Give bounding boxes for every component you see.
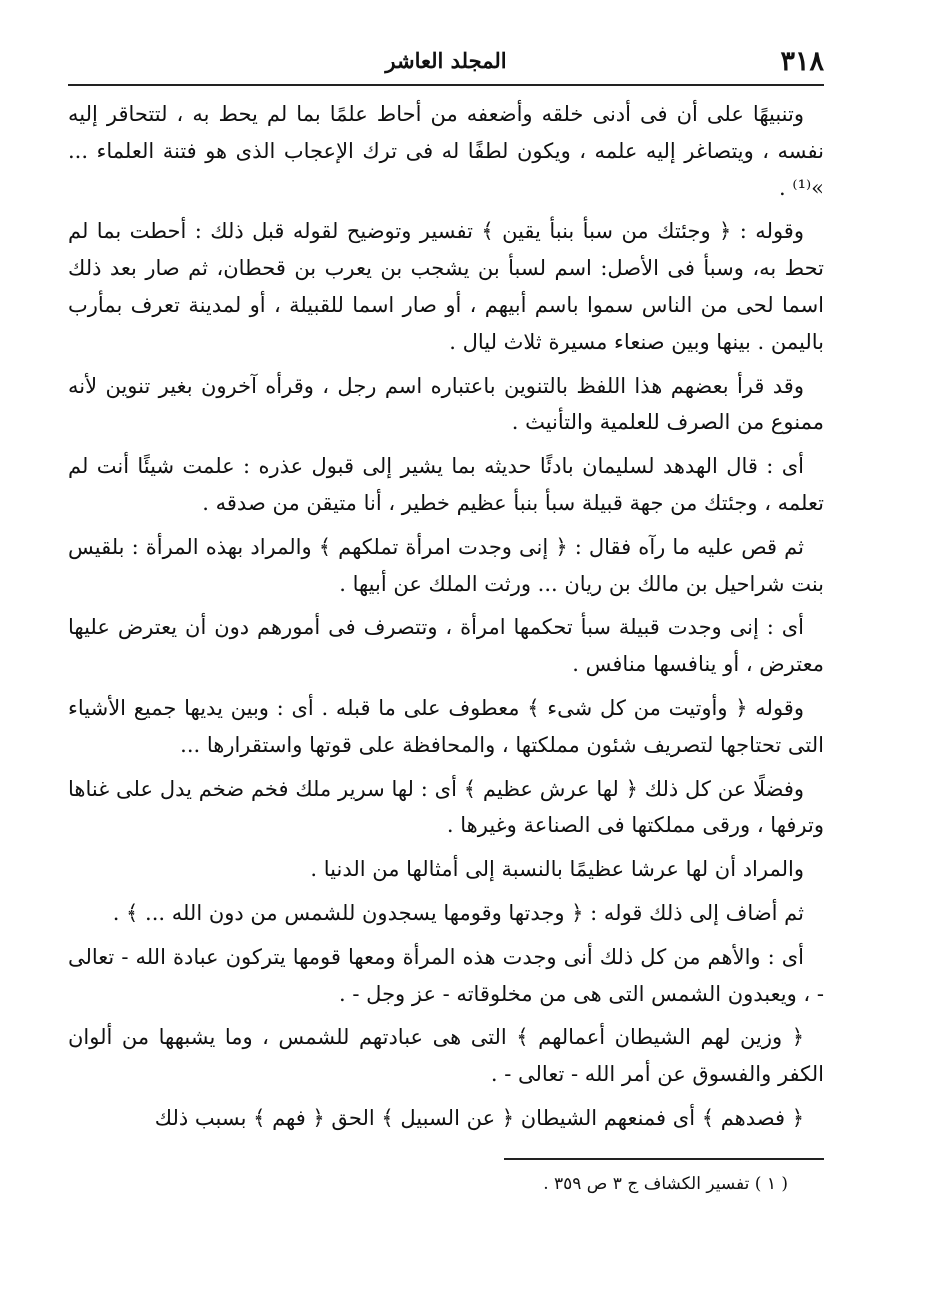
footnote-rule: [504, 1158, 824, 1160]
paragraph: ﴿ وزين لهم الشيطان أعمالهم ﴾ التى هى عبادتهم للشمس ، وما يشبهها من ألوان الكفر والفسوق عن أمر الله - تعالى - .: [68, 1025, 824, 1087]
paragraph: وقد قرأ بعضهم هذا اللفظ بالتنوين باعتباره اسم رجل ، وقرأه آخرون بغير تنوين لأنه ممنوع من الصرف للعلمية والتأنيث .: [68, 373, 824, 435]
running-title: المجلد العاشر: [385, 48, 507, 73]
paragraph: وقوله ﴿ وأوتيت من كل شىء ﴾ معطوف على ما قبله . أى : وبين يديها جميع الأشياء التى تحتاجها لتصريف شئون مملكتها ، والمحافظة على قوتها واستقرارها ...: [68, 695, 824, 757]
footnote: ( ١ ) تفسير الكشاف ج ٣ ص ٣٥٩ .: [543, 1174, 788, 1194]
paragraph: ثم قص عليه ما رآه فقال : ﴿ إنى وجدت امرأة تملكهم ﴾ والمراد بهذه المرأة : بلقيس بنت شراحيل بن مالك بن ريان ... ورثت الملك عن أبيها .: [68, 534, 824, 596]
header-rule: [68, 84, 824, 86]
page-number: ٣١٨: [780, 46, 824, 77]
body-text: [68, 96, 824, 1144]
paragraph: أى : والأهم من كل ذلك أنى وجدت هذه المرأة ومعها قومها يتركون عبادة الله - تعالى - ، ويعبدون الشمس التى هى من مخلوقاته - عز وجل - .: [68, 944, 824, 1006]
paragraph: أى : قال الهدهد لسليمان بادئًا حديثه بما يشير إلى قبول عذره : علمت شيئًا أنت لم تعلمه ، وجئتك من جهة قبيلة سبأ بنبأ عظيم خطير ، أنا متيقن من صدقه .: [68, 454, 824, 515]
paragraph: ﴿ فصدهم ﴾ أى فمنعهم الشيطان ﴿ عن السبيل ﴾ الحق ﴿ فهم ﴾ بسبب ذلك: [154, 1105, 804, 1130]
page-header: [68, 40, 824, 80]
paragraph: ثم أضاف إلى ذلك قوله : ﴿ وجدتها وقومها يسجدون للشمس من دون الله ... ﴾ .: [112, 900, 804, 925]
paragraph: أى : إنى وجدت قبيلة سبأ تحكمها امرأة ، وتتصرف فى أمورهم دون أن يعترض عليها معترض ، أو ينافسها منافس .: [68, 615, 824, 677]
paragraph: والمراد أن لها عرشا عظيمًا بالنسبة إلى أمثالها من الدنيا .: [310, 857, 804, 882]
paragraph: وفضلًا عن كل ذلك ﴿ لها عرش عظيم ﴾ أى : لها سرير ملك فخم ضخم يدل على غناها وترفها ، ورقى مملكتها فى الصناعة وغيرها .: [68, 776, 824, 838]
paragraph: وتنبيهًا على أن فى أدنى خلقه وأضعفه من أحاط علمًا بما لم يحط به ، لتتحاقر إليه نفسه ، ويتصاغر إليه علمه ، ويكون لطفًا له فى ترك الإعجاب الذى هو فتنة العلماء ... »⁽¹⁾ .: [68, 102, 824, 200]
paragraph: وقوله : ﴿ وجئتك من سبأ بنبأ يقين ﴾ تفسير وتوضيح لقوله قبل ذلك : أحطت بما لم تحط به، وسبأ فى الأصل: اسم لسبأ بن يشجب بن يعرب بن قحطان، ثم صار بعد ذلك اسما لحى من الناس سموا باسم أبيهم ، أو صار اسما للقبيلة ، أو لمدينة تعرف بمأرب باليمن . بينها وبين صنعاء مسيرة ثلاث ليال .: [68, 219, 824, 354]
